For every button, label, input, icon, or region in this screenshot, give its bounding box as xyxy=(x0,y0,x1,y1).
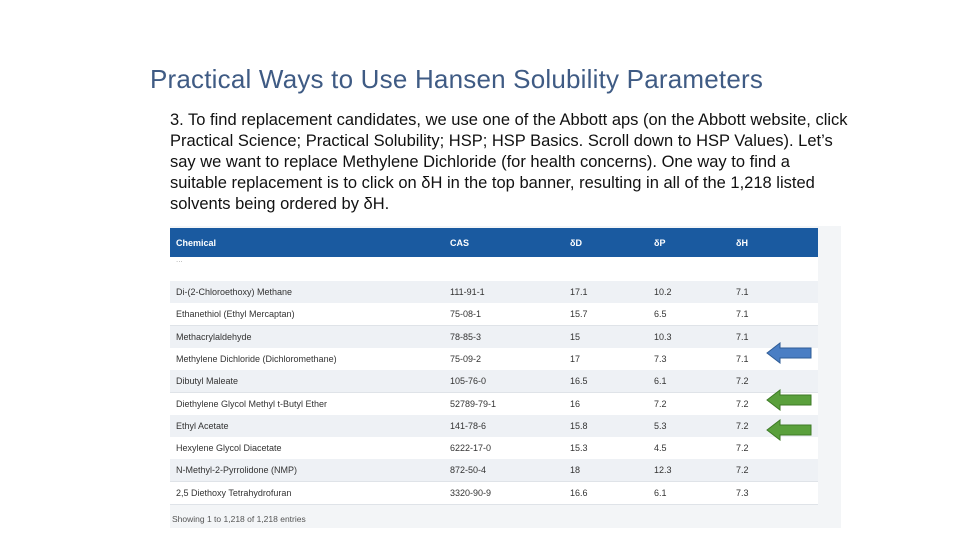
cell-dd: 16 xyxy=(570,398,581,409)
partial-row-text: ... xyxy=(176,255,183,264)
table-row[interactable] xyxy=(170,326,818,349)
cell-dd: 15 xyxy=(570,331,581,342)
table-row[interactable] xyxy=(170,370,818,393)
table-screenshot xyxy=(170,226,841,528)
table-row[interactable] xyxy=(170,482,818,505)
slide-title: Practical Ways to Use Hansen Solubility Parameters xyxy=(150,64,764,94)
cell-dd: 15.3 xyxy=(570,443,588,454)
cell-chemical: Di-(2-Chloroethoxy) Methane xyxy=(176,287,293,297)
cell-chemical: 2,5 Diethoxy Tetrahydrofuran xyxy=(176,487,292,498)
header-cas[interactable]: CAS xyxy=(450,238,470,248)
header-dp[interactable]: δP xyxy=(654,238,666,248)
cell-chemical: Dibutyl Maleate xyxy=(176,376,239,387)
cell-cas: 111-91-1 xyxy=(450,287,485,297)
cell-dd: 15.7 xyxy=(570,309,588,320)
cell-chemical: Diethylene Glycol Methyl t-Butyl Ether xyxy=(176,398,328,409)
cell-dh: 7.2 xyxy=(736,398,749,409)
cell-chemical: Hexylene Glycol Diacetate xyxy=(176,443,282,454)
table-row[interactable] xyxy=(170,348,818,371)
table-row[interactable] xyxy=(170,437,818,460)
cell-dh: 7.1 xyxy=(736,353,749,364)
arrow-left-green-icon xyxy=(766,389,812,411)
cell-dp: 6.5 xyxy=(654,309,667,320)
table-header xyxy=(170,228,818,257)
cell-chemical: Ethanethiol (Ethyl Mercaptan) xyxy=(176,309,295,320)
cell-chemical: Methacrylaldehyde xyxy=(176,331,252,342)
cell-dp: 7.3 xyxy=(654,353,667,364)
cell-dp: 10.3 xyxy=(654,331,672,342)
cell-dh: 7.2 xyxy=(736,420,749,431)
cell-dh: 7.1 xyxy=(736,331,749,342)
cell-dh: 7.2 xyxy=(736,465,749,476)
cell-dh: 7.2 xyxy=(736,376,749,387)
table-footer: Showing 1 to 1,218 of 1,218 entries xyxy=(172,514,306,524)
table-row[interactable] xyxy=(170,281,818,304)
cell-dh: 7.1 xyxy=(736,287,749,297)
arrow-left-blue-icon xyxy=(766,342,812,364)
cell-dp: 7.2 xyxy=(654,398,667,409)
table-row[interactable] xyxy=(170,303,818,326)
header-dd[interactable]: δD xyxy=(570,238,582,248)
header-dh[interactable]: δH xyxy=(736,238,748,248)
slide-point-3: 3. To find replacement candidates, we use one of the Abbott aps (on the Abbott website, click Practical Science; Practical Solubility; HSP; HSP Basics. Scroll down to HSP Values). Let’s say we want to replace Methylene Dichloride (for health concerns). One way to find a suitable replacement is to click on δH in the top banner, resulting in all of the 1,218 listed solvents being ordered by δH. xyxy=(170,111,848,213)
cell-cas: 105-76-0 xyxy=(450,376,487,387)
cell-dp: 5.3 xyxy=(654,420,667,431)
cell-dh: 7.1 xyxy=(736,309,749,320)
cell-dp: 12.3 xyxy=(654,465,672,476)
cell-dd: 15.8 xyxy=(570,420,588,431)
partial-row xyxy=(170,257,818,281)
cell-chemical: N-Methyl-2-Pyrrolidone (NMP) xyxy=(176,465,298,476)
cell-dd: 16.5 xyxy=(570,376,588,387)
cell-chemical: Ethyl Acetate xyxy=(176,420,229,431)
table-row[interactable] xyxy=(170,415,818,438)
table-row[interactable] xyxy=(170,393,818,416)
table-row[interactable] xyxy=(170,459,818,482)
cell-cas: 3320-90-9 xyxy=(450,487,492,498)
cell-cas: 141-78-6 xyxy=(450,420,487,431)
cell-dd: 16.6 xyxy=(570,487,588,498)
cell-cas: 6222-17-0 xyxy=(450,443,492,454)
arrow-left-green-icon xyxy=(766,419,812,441)
cell-chemical: Methylene Dichloride (Dichloromethane) xyxy=(176,353,337,364)
cell-dp: 4.5 xyxy=(654,443,667,454)
cell-dd: 18 xyxy=(570,465,581,476)
cell-dp: 6.1 xyxy=(654,487,667,498)
cell-dp: 10.2 xyxy=(654,287,672,297)
cell-dh: 7.2 xyxy=(736,443,749,454)
cell-cas: 872-50-4 xyxy=(450,465,487,476)
cell-dd: 17.1 xyxy=(570,287,588,297)
cell-dp: 6.1 xyxy=(654,376,667,387)
cell-cas: 52789-79-1 xyxy=(450,398,497,409)
cell-dd: 17 xyxy=(570,353,581,364)
cell-cas: 78-85-3 xyxy=(450,331,482,342)
cell-cas: 75-09-2 xyxy=(450,353,482,364)
cell-dh: 7.3 xyxy=(736,487,749,498)
cell-cas: 75-08-1 xyxy=(450,309,482,320)
header-chemical[interactable]: Chemical xyxy=(176,238,217,248)
